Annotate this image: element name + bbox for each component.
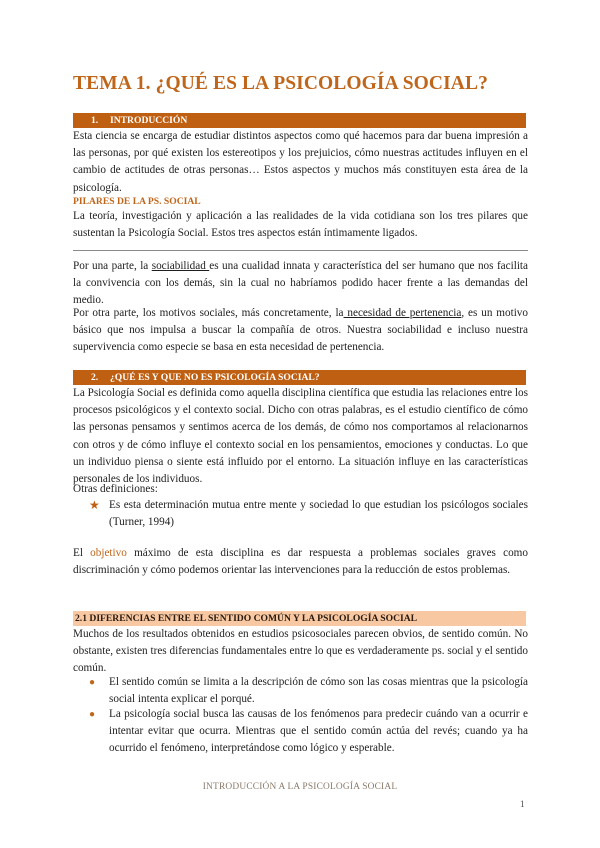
list-item <box>89 706 528 758</box>
paragraph-otras-definiciones: Otras definiciones: <box>73 483 158 495</box>
page-footer: INTRODUCCIÓN A LA PSICOLOGÍA SOCIAL <box>202 782 398 792</box>
pilares-label: PILARES DE LA PS. SOCIAL <box>73 196 201 207</box>
section-heading-introduccion <box>73 113 526 128</box>
bullet-text: El sentido común se limita a la descripción de cómo son las cosas mientras que la psicología social intenta explicar el porqué. <box>109 676 528 706</box>
subsection-heading-diferencias: 2.1 DIFERENCIAS ENTRE EL SENTIDO COMÚN Y LA PSICOLOGÍA SOCIAL <box>73 611 526 626</box>
bullet-dot-icon: ● <box>89 709 96 720</box>
paragraph-pilares: La teoría, investigación y aplicación a las realidades de la vida cotidiana son los tres pilares que sustentan la Psicología Social. Estos tres aspectos están íntimamente ligados. <box>73 210 528 240</box>
page-title: TEMA 1. ¿QUÉ ES LA PSICOLOGÍA SOCIAL? <box>73 73 488 94</box>
section-number: 2. <box>91 372 99 383</box>
section-title: INTRODUCCIÓN <box>110 115 188 126</box>
paragraph-objetivo: El objetivo máximo de esta disciplina es dar respuesta a problemas sociales graves como discriminación y cómo podemos orientar las intervenciones para la reducción de estos problemas. <box>73 547 528 577</box>
paragraph-resultados: Muchos de los resultados obtenidos en estudios psicosociales parecen obvios, de sentido común. No obstante, existen tres diferencias fundamentales entre lo que es verdaderamente ps. social y el sentido común. <box>73 628 528 675</box>
paragraph-intro: Esta ciencia se encarga de estudiar distintos aspectos como qué hacemos para dar buena impresión a las personas, por qué existen los estereotipos y los prejuicios, cómo nuestras actitudes influyen en el cambio de actitudes de otras personas… Estos aspectos y muchos más constituyen esta área de la psicología. <box>73 130 528 194</box>
bullet-text: Es esta determinación mutua entre mente y sociedad lo que estudian los psicólogos sociales (Turner, 1994) <box>109 499 528 529</box>
paragraph-sociabilidad: Por una parte, la sociabilidad es una cualidad innata y característica del ser humano que nos facilita la convivencia con los demás, sin la cual no habríamos podido hacer frente a las demandas del medio. <box>73 260 528 307</box>
star-bullet-item <box>89 497 528 531</box>
bullet-dot-icon: ● <box>89 677 96 688</box>
star-icon: ★ <box>89 498 100 512</box>
section-title: ¿QUÉ ES Y QUE NO ES PSICOLOGÍA SOCIAL? <box>110 372 320 383</box>
paragraph-pertenencia: Por otra parte, los motivos sociales, más concretamente, la necesidad de pertenencia, es un motivo básico que nos impulsa a buscar la compañía de otros. Nuestra sociabilidad e incluso nuestra supervivencia como especie se basa en esta necesidad de pertenencia. <box>73 307 528 354</box>
section-number: 1. <box>91 115 99 126</box>
page-number: 1 <box>520 799 525 809</box>
objetivo-term: objetivo <box>90 547 127 559</box>
pertenencia-term: necesidad de pertenencia <box>343 307 462 319</box>
sociabilidad-term: sociabilidad <box>151 260 210 272</box>
list-item <box>89 674 528 708</box>
horizontal-rule <box>73 250 528 251</box>
section-heading-que-es <box>73 370 526 385</box>
paragraph-definicion: La Psicología Social es definida como aquella disciplina científica que estudia las relaciones entre los procesos psicológicos y el contexto social. Dicho con otras palabras, es el estudio científico de cómo las personas pensamos y sentimos acerca de los demás, de cómo nos comportamos al relacionarnos con otros y de cómo influye el contexto social en los pensamientos, emociones y conductas. Lo que un individuo piensa o siente está influido por el entorno. La situación influye en las características personales de los individuos. <box>73 387 528 486</box>
bullet-text: La psicología social busca las causas de los fenómenos para predecir cuándo van a ocurrir e intentar evitar que ocurra. Mientras que el sentido común actúa del revés; cuando ya ha ocurrido el fenómeno, interpretándose como lógico y esperable. <box>109 708 528 755</box>
